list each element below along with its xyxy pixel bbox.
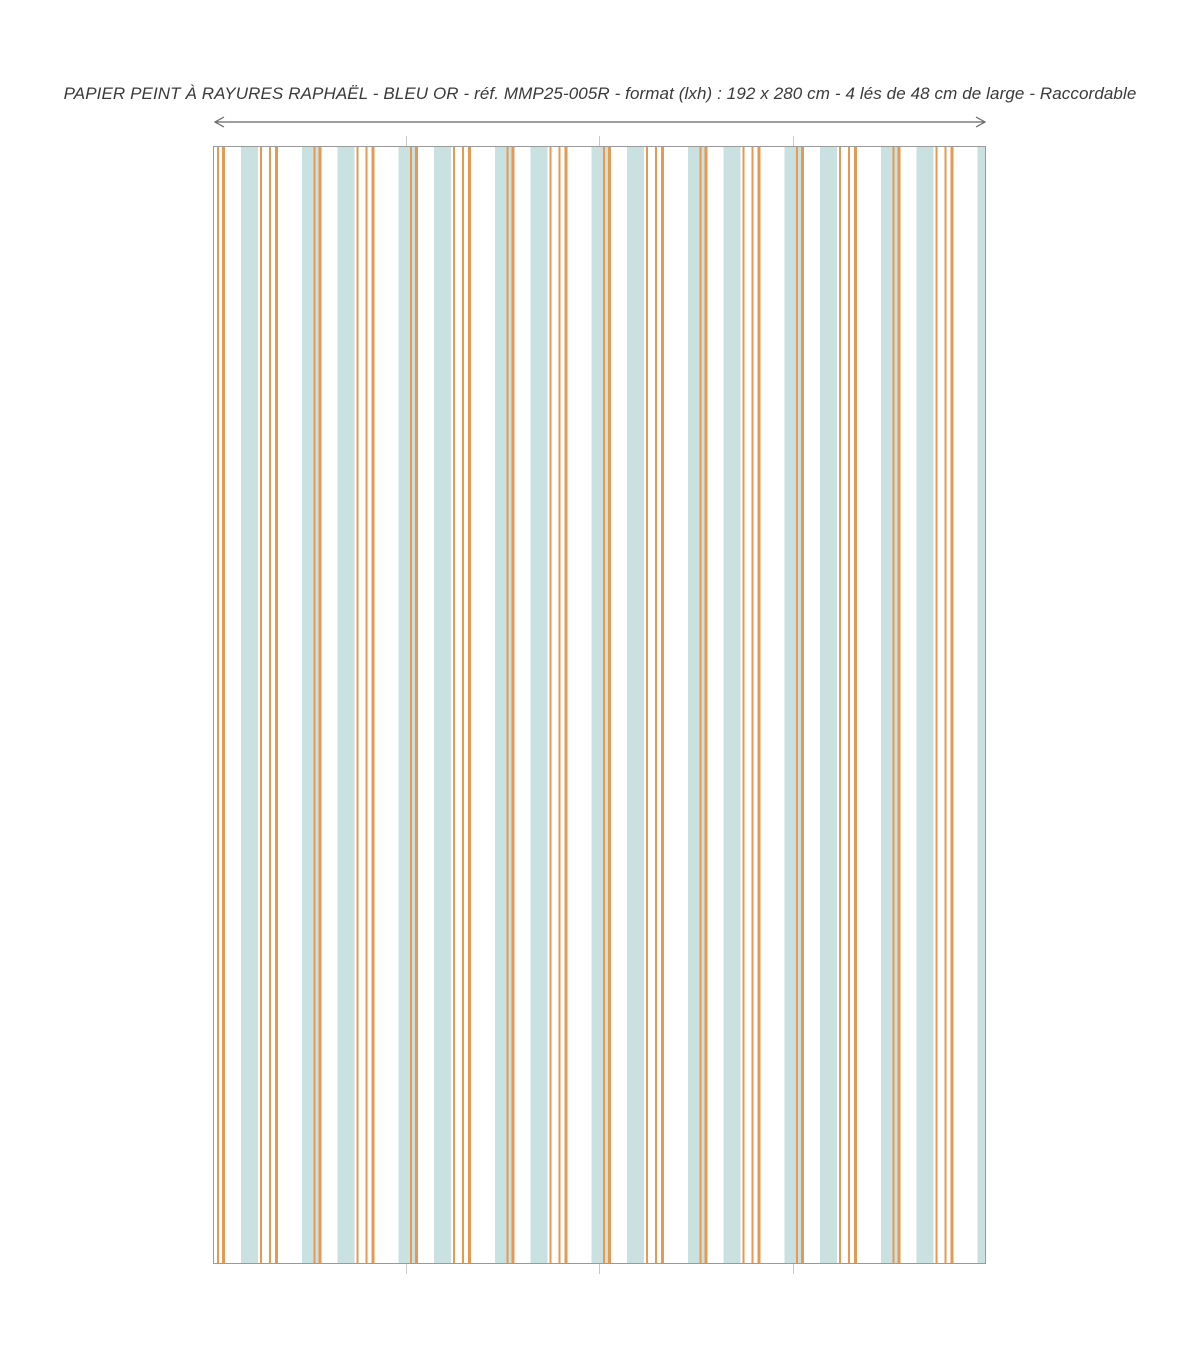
- orange-stripe: [565, 147, 568, 1264]
- orange-stripe: [366, 147, 368, 1264]
- panel-seam-mark-bottom-3: [793, 1264, 794, 1274]
- orange-stripe: [796, 147, 798, 1264]
- orange-stripe: [951, 147, 954, 1264]
- blue-stripe: [978, 147, 987, 1264]
- orange-stripe: [269, 147, 271, 1264]
- orange-stripe: [758, 147, 761, 1264]
- orange-stripe: [512, 147, 515, 1264]
- orange-stripe: [217, 147, 219, 1264]
- orange-stripe: [839, 147, 841, 1264]
- orange-stripe: [854, 147, 857, 1264]
- orange-stripe: [260, 147, 262, 1264]
- orange-stripe: [603, 147, 605, 1264]
- orange-stripe: [314, 147, 316, 1264]
- panel-seam-mark-bottom-2: [599, 1264, 600, 1274]
- orange-stripe: [507, 147, 509, 1264]
- blue-stripe: [688, 147, 705, 1264]
- orange-stripe: [319, 147, 322, 1264]
- orange-stripe: [453, 147, 455, 1264]
- orange-stripe: [468, 147, 471, 1264]
- orange-stripe: [462, 147, 464, 1264]
- orange-stripe: [848, 147, 850, 1264]
- panel-seam-3: [793, 147, 794, 1263]
- blue-stripe: [917, 147, 934, 1264]
- blue-stripe: [881, 147, 898, 1264]
- orange-stripe: [700, 147, 702, 1264]
- orange-stripe: [646, 147, 648, 1264]
- blue-stripe: [495, 147, 512, 1264]
- orange-stripe: [550, 147, 552, 1264]
- orange-stripe: [275, 147, 278, 1264]
- blue-stripe: [434, 147, 451, 1264]
- orange-stripe: [801, 147, 804, 1264]
- blue-stripe: [627, 147, 644, 1264]
- blue-stripe: [338, 147, 355, 1264]
- orange-stripe: [559, 147, 561, 1264]
- orange-stripe: [936, 147, 938, 1264]
- panel-seam-1: [407, 147, 408, 1263]
- wallpaper-preview: [213, 146, 986, 1264]
- blue-stripe: [820, 147, 837, 1264]
- orange-stripe: [743, 147, 745, 1264]
- blue-stripe: [302, 147, 319, 1264]
- orange-stripe: [752, 147, 754, 1264]
- blue-stripe: [241, 147, 258, 1264]
- orange-stripe: [410, 147, 412, 1264]
- orange-stripe: [705, 147, 708, 1264]
- orange-stripe: [372, 147, 375, 1264]
- orange-stripe: [608, 147, 611, 1264]
- blue-stripe: [724, 147, 741, 1264]
- orange-stripe: [655, 147, 657, 1264]
- orange-stripe: [893, 147, 895, 1264]
- panel-seam-mark-top-2: [599, 136, 600, 146]
- panel-seam-mark-bottom-1: [406, 1264, 407, 1274]
- panel-seam-2: [600, 147, 601, 1263]
- width-dimension-arrow: [212, 114, 988, 130]
- orange-stripe: [357, 147, 359, 1264]
- orange-stripe: [661, 147, 664, 1264]
- orange-stripe: [415, 147, 418, 1264]
- orange-stripe: [222, 147, 225, 1264]
- orange-stripe: [898, 147, 901, 1264]
- panel-seam-mark-top-3: [793, 136, 794, 146]
- blue-stripe: [531, 147, 548, 1264]
- orange-stripe: [945, 147, 947, 1264]
- product-caption: PAPIER PEINT À RAYURES RAPHAËL - BLEU OR - réf. MMP25-005R - format (lxh) : 192 x 280 cm - 4 lés de 48 cm de large - Raccordable: [63, 84, 1137, 103]
- panel-seam-mark-top-1: [406, 136, 407, 146]
